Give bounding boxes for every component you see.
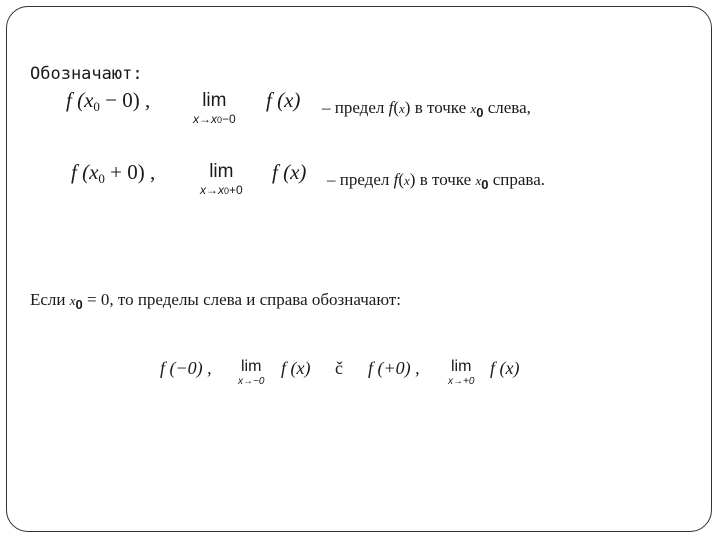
row1-lim-sub-tail: −0	[222, 112, 236, 126]
row3-f-minus: f (−0) ,	[160, 358, 212, 378]
row2-func-sub: 0	[98, 171, 105, 186]
row3-lim1-word: lim	[240, 358, 262, 375]
row1-desc-c: ) в точке	[404, 98, 471, 117]
row2-lim-word: lim	[209, 161, 234, 182]
zero-point-sentence	[30, 290, 401, 312]
row1-desc-a: – предел	[322, 98, 389, 117]
row1-func-sub: 0	[93, 99, 100, 114]
row1-function-left-limit	[66, 88, 150, 115]
row1-desc-x0-idx: 0	[476, 105, 484, 120]
row1-desc-f: f	[388, 98, 394, 117]
row1-desc-x: x	[399, 101, 405, 116]
row2-desc-d: справа.	[488, 170, 545, 189]
row1-desc-x0: x	[470, 101, 477, 116]
row3-lim1-sub: x→−0	[238, 376, 265, 387]
row3-lim1-fx: f (x)	[281, 358, 311, 378]
lim2-function	[490, 358, 519, 379]
sentence-a: Если	[30, 290, 70, 309]
row2-desc-x0-idx: 0	[481, 177, 489, 192]
row2-lim-sub: x→x	[200, 183, 224, 197]
row1-limit-expression	[193, 91, 236, 127]
row2-desc-c: ) в точке	[409, 170, 476, 189]
row2-function-right-limit	[71, 160, 155, 187]
heading-text: Обозначают:	[30, 64, 143, 84]
row2-description	[327, 170, 545, 192]
row2-lim-sub-idx: 0	[224, 186, 230, 196]
row3-f-plus: f (+0) ,	[368, 358, 420, 378]
row1-description	[322, 98, 531, 120]
row2-lim-function	[272, 160, 306, 185]
row1-lim-sub: x→x	[193, 112, 217, 126]
conjunction-text: č	[335, 358, 343, 378]
row1-lim-function	[266, 88, 300, 113]
row1-desc-d: слева,	[483, 98, 531, 117]
row2-func: f (x	[71, 160, 99, 184]
row2-limit-expression	[200, 162, 243, 198]
slide-frame	[6, 6, 712, 532]
row1-desc-b: (	[393, 98, 400, 117]
row2-desc-x: x	[404, 173, 410, 188]
row1-lim-sub-idx: 0	[217, 115, 223, 125]
row2-lim-fx: f (x)	[272, 160, 307, 184]
row3-lim2-fx: f (x)	[490, 358, 520, 378]
row2-func-tail: + 0) ,	[104, 160, 156, 184]
row1-lim-fx: f (x)	[266, 88, 301, 112]
row2-desc-a: – предел	[327, 170, 394, 189]
sentence-x: x	[69, 293, 76, 308]
row1-func: f (x	[66, 88, 94, 112]
row2-desc-b: (	[398, 170, 405, 189]
limit-minus-zero	[238, 359, 264, 388]
sentence-idx: 0	[75, 297, 83, 312]
row1-func-tail: − 0) ,	[99, 88, 151, 112]
row3-lim2-sub: x→+0	[448, 376, 475, 387]
f-minus-zero	[160, 358, 212, 379]
row2-desc-f: f	[393, 170, 399, 189]
lim1-function	[281, 358, 310, 379]
limit-plus-zero	[448, 359, 474, 388]
row1-lim-word: lim	[202, 90, 227, 111]
sentence-b: = 0, то пределы слева и справа обозначают:	[82, 290, 401, 309]
row2-lim-sub-tail: +0	[229, 183, 243, 197]
row2-desc-x0: x	[475, 173, 482, 188]
f-plus-zero	[368, 358, 420, 379]
row3-lim2-word: lim	[450, 358, 472, 375]
